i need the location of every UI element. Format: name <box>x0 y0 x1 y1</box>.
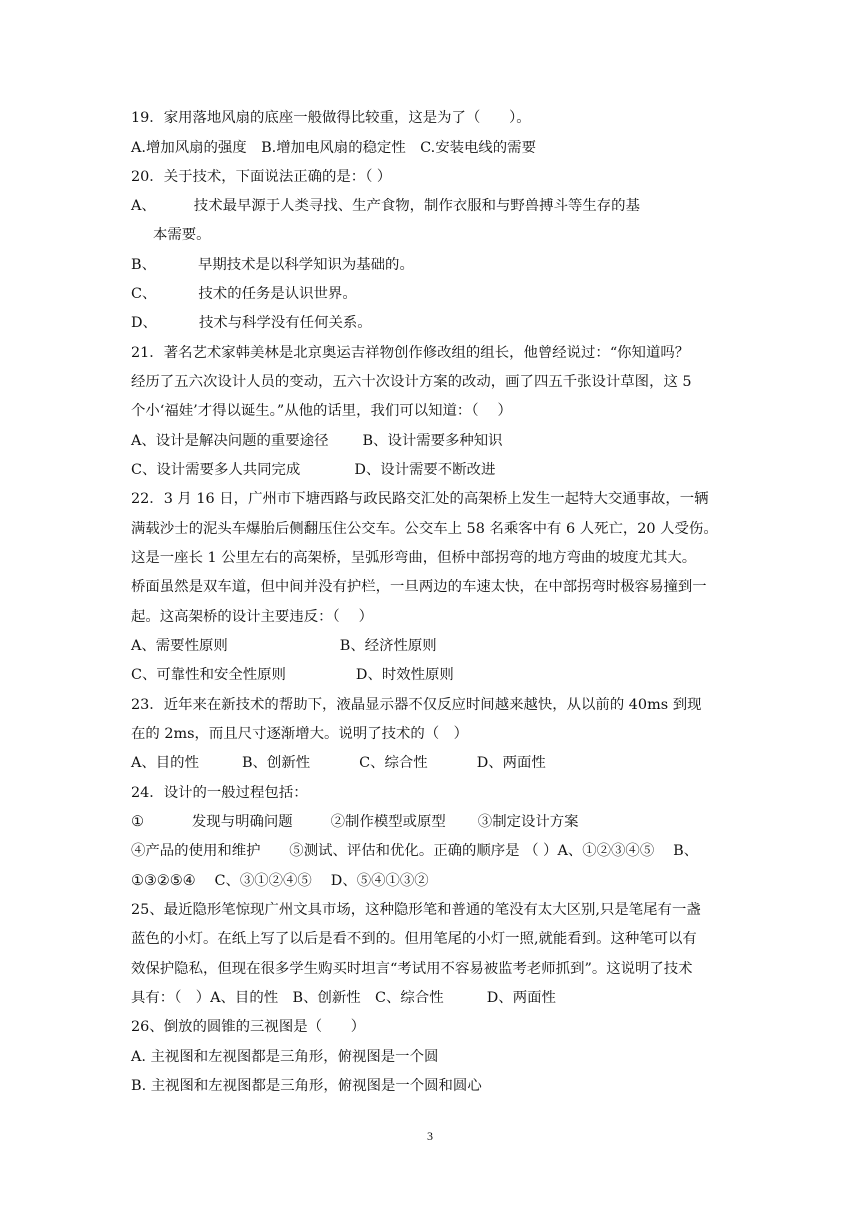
q22-line-5: 起。这高架桥的设计主要违反：（ ） <box>131 609 374 625</box>
q26-option-a: A. 主视图和左视图都是三角形，俯视图是一个圆 <box>131 1049 439 1065</box>
q24-item-1-number: ① <box>131 814 144 830</box>
q21-line-2: 经历了五六次设计人员的变动，五六十次设计方案的改动，画了四五千张设计草图，这 5 <box>131 374 692 390</box>
q21-options-ab <box>131 431 503 451</box>
q20-option-c <box>131 284 357 304</box>
q20-option-a <box>131 196 640 216</box>
q23-option-d: D、两面性 <box>476 755 546 771</box>
q23-options <box>131 753 546 773</box>
q24-line-3: ④产品的使用和维护 ⑤测试、评估和优化。正确的顺序是 （ ）A、①②③④⑤ B、 <box>131 843 699 859</box>
q24-items <box>131 812 579 832</box>
q23-line-1: 23．近年来在新技术的帮助下，液晶显示器不仅反应时间越来越快，从以前的 40ms 到现 <box>131 697 702 713</box>
q22-options-ab <box>131 636 437 656</box>
q19-stem: 19．家用落地风扇的底座一般做得比较重，这是为了（ ）。 <box>131 110 531 126</box>
q20-option-b <box>131 255 414 275</box>
q21-line-3: 个小‘福娃’才得以诞生。”从他的话里，我们可以知道：（ ） <box>131 403 512 419</box>
q25-line-1: 25、最近隐形笔惊现广州文具市场，这种隐形笔和普通的笔没有太大区别,只是笔尾有一盏 <box>131 902 701 918</box>
q22-line-2: 满载沙士的泥头车爆胎后侧翻压住公交车。公交车上 58 名乘客中有 6 人死亡，20 人受伤。 <box>131 521 718 537</box>
q25-line-3: 效保护隐私，但现在很多学生购买时坦言“考试用不容易被监考老师抓到”。这说明了技术 <box>131 961 693 977</box>
q22-option-a: A、需要性原则 <box>131 638 228 654</box>
q20-a-text: 技术最早源于人类寻找、生产食物，制作衣服和与野兽搏斗等生存的基 <box>193 198 640 214</box>
q24-stem: 24．设计的一般过程包括： <box>131 785 308 801</box>
q20-b-label: B、 <box>131 257 156 273</box>
q22-line-3: 这是一座长 1 公里左右的高架桥，呈弧形弯曲，但桥中部拐弯的地方弯曲的坡度尤其大。 <box>131 550 697 566</box>
q21-option-d: D、设计需要不断改进 <box>354 462 496 478</box>
q26-stem: 26、倒放的圆锥的三视图是（ ） <box>131 1019 366 1035</box>
q22-options-cd <box>131 665 454 685</box>
page-number: 3 <box>427 1129 433 1143</box>
q20-c-text: 技术的任务是认识世界。 <box>198 286 357 302</box>
q23-option-b: B、创新性 <box>241 755 311 771</box>
q20-a-label: A、 <box>131 198 156 214</box>
q24-item-3: ③制定设计方案 <box>477 814 579 830</box>
q23-line-2: 在的 2ms，而且尺寸逐渐增大。说明了技术的（ ） <box>131 726 468 742</box>
q25-line-2: 蓝色的小灯。在纸上写了以后是看不到的。但用笔尾的小灯一照,就能看到。这种笔可以有 <box>131 931 697 947</box>
q24-line-4: ①③②⑤④ C、③①②④⑤ D、⑤④①③② <box>131 873 429 889</box>
q20-b-text: 早期技术是以科学知识为基础的。 <box>197 257 414 273</box>
q20-d-label: D、 <box>131 315 157 331</box>
q20-option-d <box>131 313 372 333</box>
q22-option-d: D、时效性原则 <box>355 667 454 683</box>
q24-item-2: ②制作模型或原型 <box>330 814 446 830</box>
q21-line-1: 21．著名艺术家韩美林是北京奥运吉祥物创作修改组的组长，他曾经说过：“你知道吗？ <box>131 345 690 361</box>
q21-option-b: B、设计需要多种知识 <box>362 433 503 449</box>
q25-line-4: 具有：（ ）A、目的性 B、创新性 C、综合性 D、两面性 <box>131 990 556 1006</box>
q22-line-4: 桥面虽然是双车道，但中间并没有护栏，一旦两边的车速太快，在中部拐弯时极容易撞到一 <box>131 579 707 595</box>
q24-item-1: 发现与明确问题 <box>191 814 293 830</box>
q23-option-a: A、目的性 <box>131 755 199 771</box>
q26-option-b: B. 主视图和左视图都是三角形，俯视图是一个圆和圆心 <box>131 1078 482 1094</box>
q22-option-b: B、经济性原则 <box>339 638 437 654</box>
q22-option-c: C、可靠性和安全性原则 <box>131 667 286 683</box>
q20-stem: 20．关于技术，下面说法正确的是：（ ） <box>131 169 392 185</box>
q19-options: A.增加风扇的强度 B.增加电风扇的稳定性 C.安装电线的需要 <box>131 140 536 156</box>
q22-line-1: 22．3 月 16 日，广州市下塘西路与政民路交汇处的高架桥上发生一起特大交通事故，一辆 <box>131 491 709 507</box>
q20-option-a-continued: 本需要。 <box>153 227 211 243</box>
q20-d-text: 技术与科学没有任何关系。 <box>198 315 372 331</box>
q21-option-c: C、设计需要多人共同完成 <box>131 462 301 478</box>
q21-options-cd <box>131 460 495 480</box>
q21-option-a: A、设计是解决问题的重要途径 <box>131 433 329 449</box>
q20-c-label: C、 <box>131 286 157 302</box>
q23-option-c: C、综合性 <box>359 755 428 771</box>
